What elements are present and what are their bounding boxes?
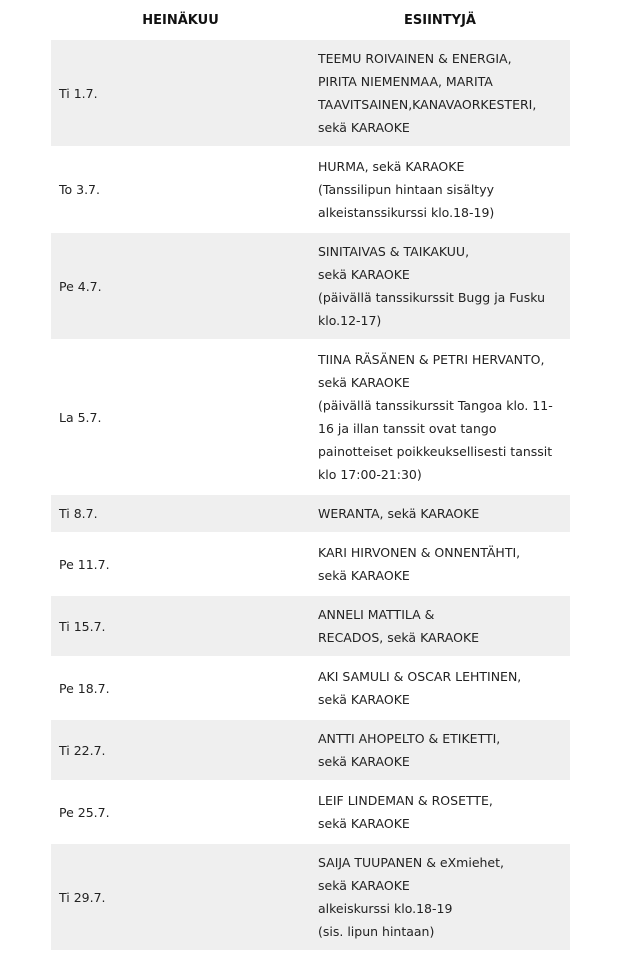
performer-line: RECADOS, sekä KARAOKE [318,630,480,645]
event-performers [310,147,570,232]
performer-line: (sis. lipun hintaan) [318,924,435,939]
performer-line: alkeiskurssi klo.18-19 [318,901,453,916]
event-date: Ti 29.7. [51,843,310,951]
performer-line: SAIJA TUUPANEN & eXmiehet, [318,855,504,870]
performer-line: AKI SAMULI & OSCAR LEHTINEN, [318,669,522,684]
month-header: HEINÄKUU [142,12,219,28]
event-date: Pe 25.7. [51,781,310,843]
event-date: La 5.7. [51,340,310,494]
table-row [51,719,570,781]
performer-line: sekä KARAOKE [318,568,410,583]
event-date: Ti 8.7. [51,494,310,533]
event-performers [310,657,570,719]
event-date: Pe 11.7. [51,533,310,595]
table-row [51,340,570,494]
event-date: Ti 1.7. [51,40,310,147]
table-row [51,781,570,843]
performer-line: TEEMU ROIVAINEN & ENERGIA, [318,51,512,66]
event-performers [310,232,570,340]
event-performers [310,340,570,494]
performer-line: HURMA, sekä KARAOKE [318,159,465,174]
event-performers [310,494,570,533]
performer-line: sekä KARAOKE [318,692,410,707]
performer-line: sekä KARAOKE [318,878,410,893]
event-performers [310,533,570,595]
table-row [51,657,570,719]
performer-line: LEIF LINDEMAN & ROSETTE, [318,793,493,808]
table-row [51,595,570,657]
event-date: Ti 22.7. [51,719,310,781]
performer-line: sekä KARAOKE [318,816,410,831]
performer-line: sekä KARAOKE [318,267,410,282]
event-performers [310,719,570,781]
event-performers [310,40,570,147]
table-row [51,533,570,595]
table-row [51,40,570,147]
table-row [51,494,570,533]
event-performers [310,781,570,843]
performer-line: TIINA RÄSÄNEN & PETRI HERVANTO, [318,352,545,367]
performer-line: sekä KARAOKE [318,375,410,390]
performer-line: klo.12-17) [318,313,382,328]
performers-header: ESIINTYJÄ [404,12,476,28]
performer-line: sekä KARAOKE [318,120,410,135]
performer-line: SINITAIVAS & TAIKAKUU, [318,244,470,259]
performer-line: TAAVITSAINEN,KANAVAORKESTERI, [318,97,537,112]
table-row [51,232,570,340]
performer-line: WERANTA, sekä KARAOKE [318,506,480,521]
event-date: To 3.7. [51,147,310,232]
event-date: Ti 15.7. [51,595,310,657]
performer-line: alkeistanssikurssi klo.18-19) [318,205,495,220]
event-date: Pe 18.7. [51,657,310,719]
event-performers [310,843,570,951]
event-performers [310,595,570,657]
performer-line: ANNELI MATTILA & [318,607,435,622]
header-row [51,0,570,40]
performer-line: sekä KARAOKE [318,754,410,769]
performer-line: KARI HIRVONEN & ONNENTÄHTI, [318,545,521,560]
performer-line: klo 17:00-21:30) [318,467,422,482]
event-date: Pe 4.7. [51,232,310,340]
schedule-body [51,40,570,951]
table-row [51,147,570,232]
performer-line: 16 ja illan tanssit ovat tango [318,421,497,436]
performer-line: (Tanssilipun hintaan sisältyy [318,182,494,197]
performer-line: (päivällä tanssikurssit Bugg ja Fusku [318,290,546,305]
schedule-table [51,0,570,952]
table-row [51,843,570,951]
performer-line: ANTTI AHOPELTO & ETIKETTI, [318,731,501,746]
performer-line: (päivällä tanssikurssit Tangoa klo. 11- [318,398,553,413]
performer-line: PIRITA NIEMENMAA, MARITA [318,74,493,89]
performer-line: painotteiset poikkeuksellisesti tanssit [318,444,553,459]
